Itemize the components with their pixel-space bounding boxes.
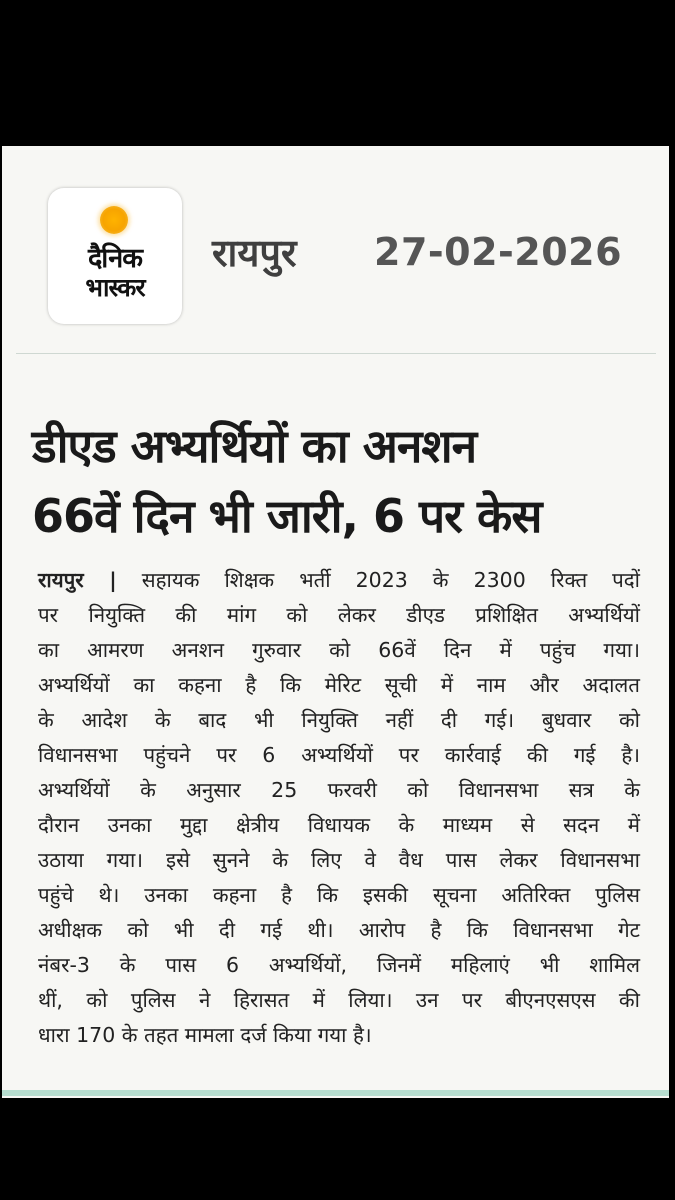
body-line: अभ्यर्थियों के अनुसार 25 फरवरी को विधानसभा सत्र के [38, 778, 640, 802]
edition-city: रायपुर [212, 231, 297, 275]
body-line: का आमरण अनशन गुरुवार को 66वें दिन में पहुंच गया। [38, 638, 640, 662]
logo-text-line2: भास्कर [85, 273, 145, 302]
body-line: के आदेश के बाद भी नियुक्ति नहीं दी गई। बुधवार को [38, 708, 640, 732]
body-line: नंबर-3 के पास 6 अभ्यर्थियों, जिनमें महिलाएं भी शामिल [38, 953, 640, 977]
newspaper-clipping [2, 146, 669, 1098]
header-divider [16, 353, 656, 354]
dainik-bhaskar-logo [48, 188, 182, 324]
bottom-rule [2, 1090, 669, 1096]
body-line: उठाया गया। इसे सुनने के लिए वे वैध पास लेकर विधानसभा [38, 848, 640, 872]
edition-date: 27-02-2026 [374, 230, 623, 274]
body-line: अधीक्षक को भी दी गई थी। आरोप है कि विधानसभा गेट [38, 918, 640, 942]
sun-icon [100, 206, 128, 234]
headline-line-1: डीएड अभ्यर्थियों का अनशन [32, 419, 477, 473]
body-line: थीं, को पुलिस ने हिरासत में लिया। उन पर बीएनएसएस की [38, 988, 640, 1012]
body-line: दौरान उनका मुद्दा क्षेत्रीय विधायक के माध्यम से सदन में [38, 813, 640, 837]
body-line: विधानसभा पहुंचने पर 6 अभ्यर्थियों पर कार्रवाई की गई है। [38, 743, 640, 767]
body-line: पर नियुक्ति की मांग को लेकर डीएड प्रशिक्षित अभ्यर्थियों [38, 603, 640, 627]
body-line: अभ्यर्थियों का कहना है कि मेरिट सूची में नाम और अदालत [38, 673, 640, 697]
body-line-first [38, 566, 640, 594]
body-first-text: सहायक शिक्षक भर्ती 2023 के 2300 रिक्त पदों [141, 568, 640, 592]
headline-line-2: 66वें दिन भी जारी, 6 पर केस [32, 489, 542, 543]
logo-text-line1: दैनिक [87, 243, 143, 274]
body-line: पहुंचे थे। उनका कहना है कि इसकी सूचना अतिरिक्त पुलिस [38, 883, 640, 907]
dateline: रायपुर | [38, 568, 117, 592]
body-line-last: धारा 170 के तहत मामला दर्ज किया गया है। [38, 1023, 372, 1047]
